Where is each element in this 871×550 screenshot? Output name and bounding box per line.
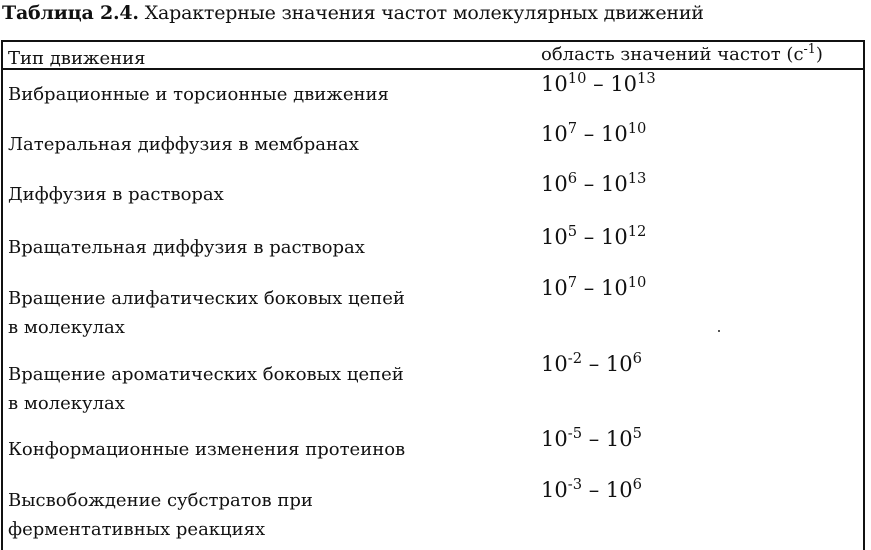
table-caption [2, 2, 704, 24]
frequency-table [1, 40, 865, 550]
motion-type: Вращательная диффузия в растворах [8, 237, 365, 258]
frequency-range: $10^5 - 10^{12}$ [541, 222, 647, 249]
motion-type: Высвобождение субстратов при ферментативных реакциях [8, 490, 313, 540]
frequency-range: $10^{-5} - 10^5$ [541, 424, 643, 451]
header-type-label: Тип движения [8, 48, 146, 69]
motion-type: Конформационные изменения протеинов [8, 439, 406, 460]
header-range-label: область значений частот $(c^{-1})$ [541, 41, 823, 65]
table-number: Таблица 2.4. [2, 2, 139, 24]
frequency-range: $10^7 - 10^{10}$ [541, 273, 647, 300]
frequency-range: $10^{-3} - 10^6$ [541, 475, 643, 502]
frequency-range: $10^{10} - 10^{13}$ [541, 69, 656, 96]
motion-type: Латеральная диффузия в мембранах [8, 134, 359, 155]
table-header [3, 42, 863, 70]
motion-type: Вращение ароматических боковых цепей в молекулах [8, 364, 404, 414]
frequency-range: $10^{-2} - 10^6$ [541, 349, 643, 376]
scan-speck [718, 330, 720, 332]
motion-type: Диффузия в растворах [8, 184, 224, 205]
table-title: Характерные значения частот молекулярных движений [144, 2, 704, 24]
frequency-range: $10^7 - 10^{10}$ [541, 119, 647, 146]
frequency-range: $10^6 - 10^{13}$ [541, 169, 647, 196]
motion-type: Вибрационные и торсионные движения [8, 84, 389, 105]
motion-type: Вращение алифатических боковых цепей в молекулах [8, 288, 405, 338]
